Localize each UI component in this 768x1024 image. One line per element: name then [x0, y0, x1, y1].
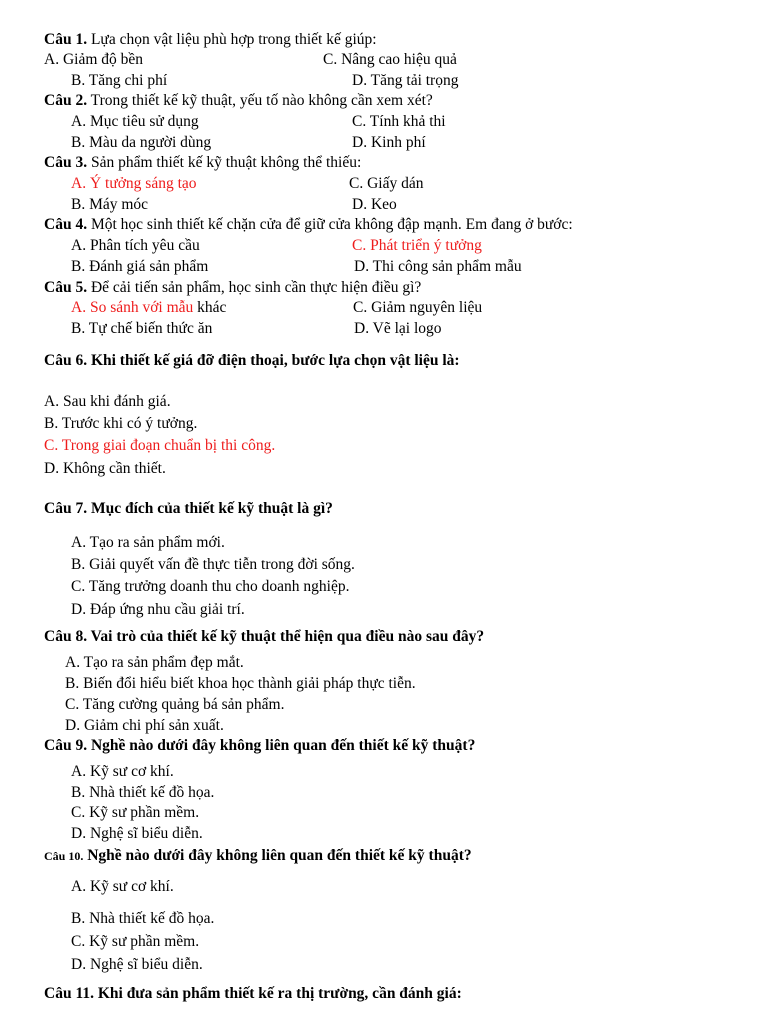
question-text: Trong thiết kế kỹ thuật, yếu tố nào không cần xem xét? [87, 92, 433, 109]
option-5a-rest: khác [193, 299, 227, 316]
question-label: Câu 2. [44, 92, 88, 109]
option-1d: D. Tăng tải trọng [352, 72, 459, 89]
question-6: Câu 6. Khi thiết kế giá đỡ điện thoại, bước lựa chọn vật liệu là: [44, 352, 460, 369]
option-8d: D. Giảm chi phí sản xuất. [65, 717, 224, 734]
option-8b: B. Biến đổi hiểu biết khoa học thành giải pháp thực tiễn. [65, 675, 416, 692]
option-3d: D. Keo [352, 196, 397, 213]
option-2a: A. Mục tiêu sử dụng [71, 113, 199, 130]
question-1 [44, 30, 377, 50]
option-3b: B. Máy móc [71, 196, 149, 213]
question-2 [44, 91, 433, 111]
option-8a: A. Tạo ra sản phẩm đẹp mắt. [65, 654, 244, 671]
option-9c: C. Kỹ sư phần mềm. [71, 804, 200, 821]
question-3 [44, 153, 361, 173]
question-label: Câu 3. [44, 154, 88, 171]
question-text: Sản phẩm thiết kế kỹ thuật không thể thiếu: [87, 154, 362, 171]
question-7: Câu 7. Mục đích của thiết kế kỹ thuật là gì? [44, 500, 333, 517]
option-10c: C. Kỹ sư phần mềm. [71, 933, 200, 950]
option-3a-correct: A. Ý tưởng sáng tạo [71, 175, 197, 192]
option-6d: D. Không cần thiết. [44, 460, 166, 477]
option-8c: C. Tăng cường quảng bá sản phẩm. [65, 696, 285, 713]
question-label: Câu 1. [44, 31, 88, 48]
question-label: Câu 4. [44, 216, 88, 233]
question-4 [44, 215, 573, 235]
option-1a: A. Giảm độ bền [44, 51, 144, 68]
option-6a: A. Sau khi đánh giá. [44, 393, 171, 410]
question-11: Câu 11. Khi đưa sản phẩm thiết kế ra thị trường, cần đánh giá: [44, 985, 462, 1002]
question-label: Câu 5. [44, 279, 88, 296]
option-5a-correct: A. So sánh với mẫu [71, 299, 194, 316]
option-10b: B. Nhà thiết kế đồ họa. [71, 910, 215, 927]
option-9d: D. Nghệ sĩ biểu diễn. [71, 825, 203, 842]
question-8: Câu 8. Vai trò của thiết kế kỹ thuật thể hiện qua điều nào sau đây? [44, 628, 485, 645]
option-4d: D. Thi công sản phẩm mẫu [354, 258, 522, 275]
option-7d: D. Đáp ứng nhu cầu giải trí. [71, 601, 245, 618]
option-2d: D. Kinh phí [352, 134, 426, 151]
option-1b: B. Tăng chi phí [71, 72, 168, 89]
option-5d: D. Vẽ lại logo [354, 320, 442, 337]
option-2c: C. Tính khả thi [352, 113, 446, 130]
option-7c: C. Tăng trưởng doanh thu cho doanh nghiệp. [71, 578, 350, 595]
option-10d: D. Nghệ sĩ biểu diễn. [71, 956, 203, 973]
question-text: Một học sinh thiết kế chặn cửa để giữ cửa không đập mạnh. Em đang ở bước: [87, 216, 573, 233]
question-label: Câu 10. [44, 849, 84, 863]
option-7b: B. Giải quyết vấn đề thực tiễn trong đời sống. [71, 556, 355, 573]
option-2b: B. Màu da người dùng [71, 134, 212, 151]
question-text: Nghề nào dưới đây không liên quan đến thiết kế kỹ thuật? [83, 847, 472, 864]
question-text: Để cải tiến sản phẩm, học sinh cần thực hiện điều gì? [87, 279, 422, 296]
option-7a: A. Tạo ra sản phẩm mới. [71, 534, 225, 551]
option-5b: B. Tự chế biến thức ăn [71, 320, 213, 337]
option-3c: C. Giấy dán [349, 175, 424, 192]
option-10a: A. Kỹ sư cơ khí. [71, 878, 174, 895]
option-9a: A. Kỹ sư cơ khí. [71, 763, 174, 780]
option-6c-correct: C. Trong giai đoạn chuẩn bị thi công. [44, 437, 276, 454]
option-5c: C. Giảm nguyên liệu [353, 299, 483, 316]
option-9b: B. Nhà thiết kế đồ họa. [71, 784, 215, 801]
question-5 [44, 278, 421, 298]
question-9: Câu 9. Nghề nào dưới đây không liên quan đến thiết kế kỹ thuật? [44, 737, 476, 754]
option-4b: B. Đánh giá sản phẩm [71, 258, 209, 275]
option-1c: C. Nâng cao hiệu quả [323, 51, 457, 68]
option-6b: B. Trước khi có ý tưởng. [44, 415, 198, 432]
option-4c-correct: C. Phát triển ý tưởng [352, 237, 482, 254]
question-10 [44, 846, 472, 866]
question-text: Lựa chọn vật liệu phù hợp trong thiết kế giúp: [87, 31, 377, 48]
option-5a [71, 298, 226, 318]
option-4a: A. Phân tích yêu cầu [71, 237, 200, 254]
